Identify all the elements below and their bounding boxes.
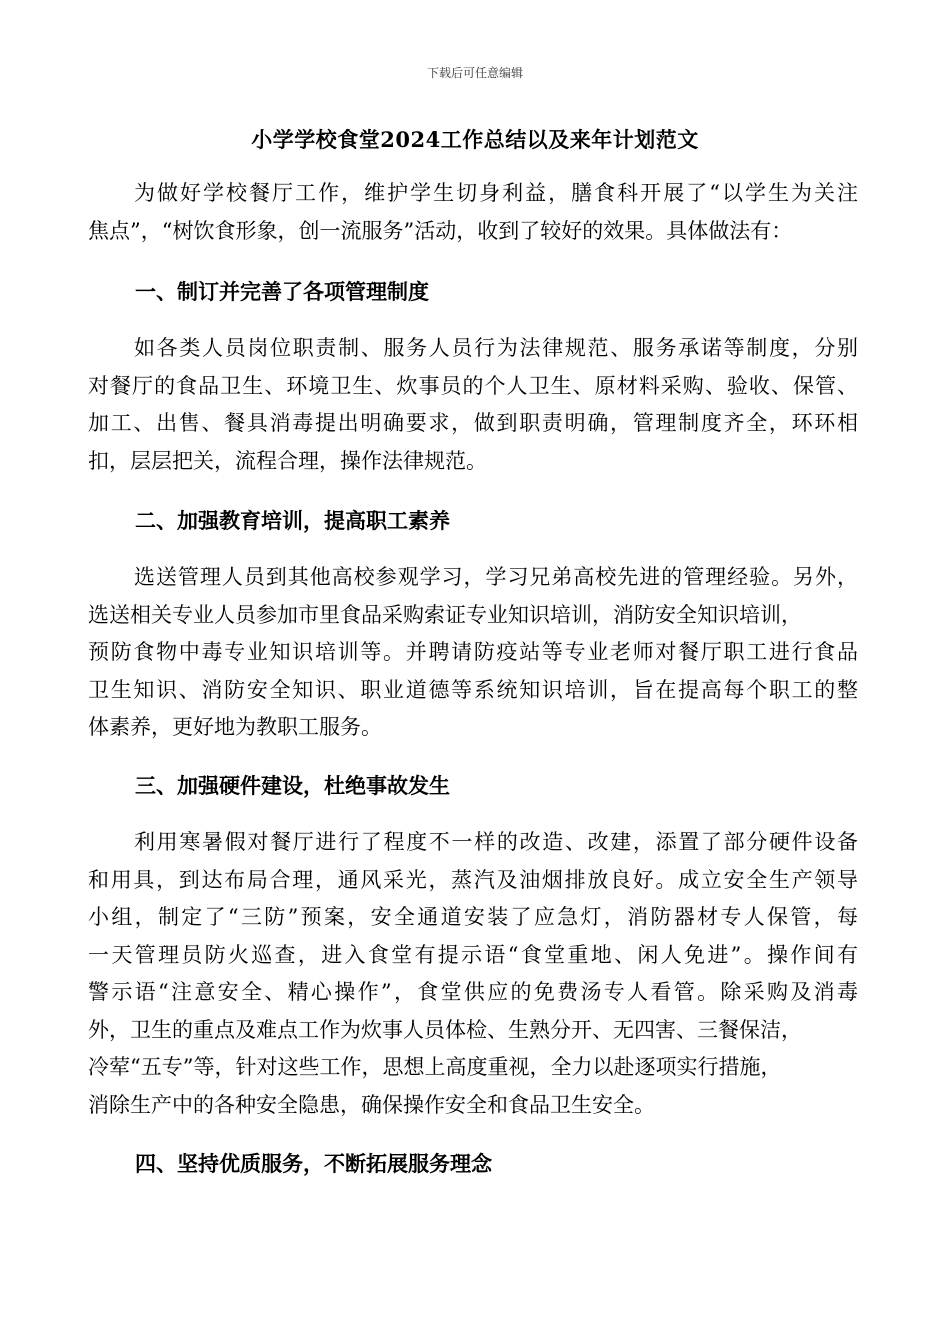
section-3-paragraph: [88, 824, 858, 1124]
paragraph-line: 小组，制定了“三防”预案，安全通道安装了应急灯，消防器材专人保管，每: [88, 905, 858, 929]
section-heading-3: 三、加强硬件建设，杜绝事故发生: [135, 773, 450, 798]
section-1-paragraph: [88, 330, 858, 480]
document-title: 小学学校食堂2024工作总结以及来年计划范文: [251, 127, 699, 152]
section-heading-4: 四、坚持优质服务，不断拓展服务理念: [135, 1151, 492, 1176]
paragraph-line: 预防食物中毒专业知识培训等。并聘请防疫站等专业老师对餐厅职工进行食品: [88, 640, 858, 664]
paragraph-line: 对餐厅的食品卫生、环境卫生、炊事员的个人卫生、原材料采购、验收、保管、: [88, 373, 858, 398]
paragraph-line: 利用寒暑假对餐厅进行了程度不一样的改造、改建，添置了部分硬件设备: [134, 830, 858, 854]
section-heading-1: 一、制订并完善了各项管理制度: [135, 279, 429, 304]
paragraph-line: 警示语“注意安全、精心操作”，食堂供应的免费汤专人看管。除采购及消毒: [88, 980, 858, 1004]
paragraph-line: 一天管理员防火巡查，进入食堂有提示语“食堂重地、闲人免进”。操作间有: [88, 942, 858, 967]
paragraph-line: 为做好学校餐厅工作，维护学生切身利益，膳食科开展了“以学生为关注: [134, 181, 858, 205]
paragraph-line: 如各类人员岗位职责制、服务人员行为法律规范、服务承诺等制度，分别: [134, 336, 858, 360]
paragraph-line: 外，卫生的重点及难点工作为炊事人员体检、生熟分开、无四害、三餐保洁，: [88, 1017, 802, 1042]
paragraph-line: 扣，层层把关，流程合理，操作法律规范。: [88, 448, 487, 473]
section-heading-2: 二、加强教育培训，提高职工素养: [135, 508, 450, 533]
paragraph-line: 卫生知识、消防安全知识、职业道德等系统知识培训，旨在提高每个职工的整: [88, 677, 858, 702]
paragraph-line: 消除生产中的各种安全隐患，确保操作安全和食品卫生安全。: [88, 1092, 655, 1117]
paragraph-line: 和用具，到达布局合理，通风采光，蒸汽及油烟排放良好。成立安全生产领导: [88, 867, 858, 892]
paragraph-line: 选送相关专业人员参加市里食品采购索证专业知识培训，消防安全知识培训，: [88, 602, 802, 627]
paragraph-line: 加工、出售、餐具消毒提出明确要求，做到职责明确，管理制度齐全，环环相: [88, 411, 858, 435]
paragraph-line: 选送管理人员到其他高校参观学习，学习兄弟高校先进的管理经验。另外，: [134, 565, 858, 589]
header-note: 下载后可任意编辑: [426, 66, 523, 80]
intro-paragraph: [88, 175, 858, 250]
paragraph-line: 冷荤“五专”等，针对这些工作，思想上高度重视，全力以赴逐项实行措施，: [88, 1055, 782, 1079]
paragraph-line: 焦点”，“树饮食形象，创一流服务”活动，收到了较好的效果。具体做法有：: [88, 218, 793, 243]
paragraph-line: 体素养，更好地为教职工服务。: [88, 715, 382, 739]
section-2-paragraph: [88, 559, 858, 747]
